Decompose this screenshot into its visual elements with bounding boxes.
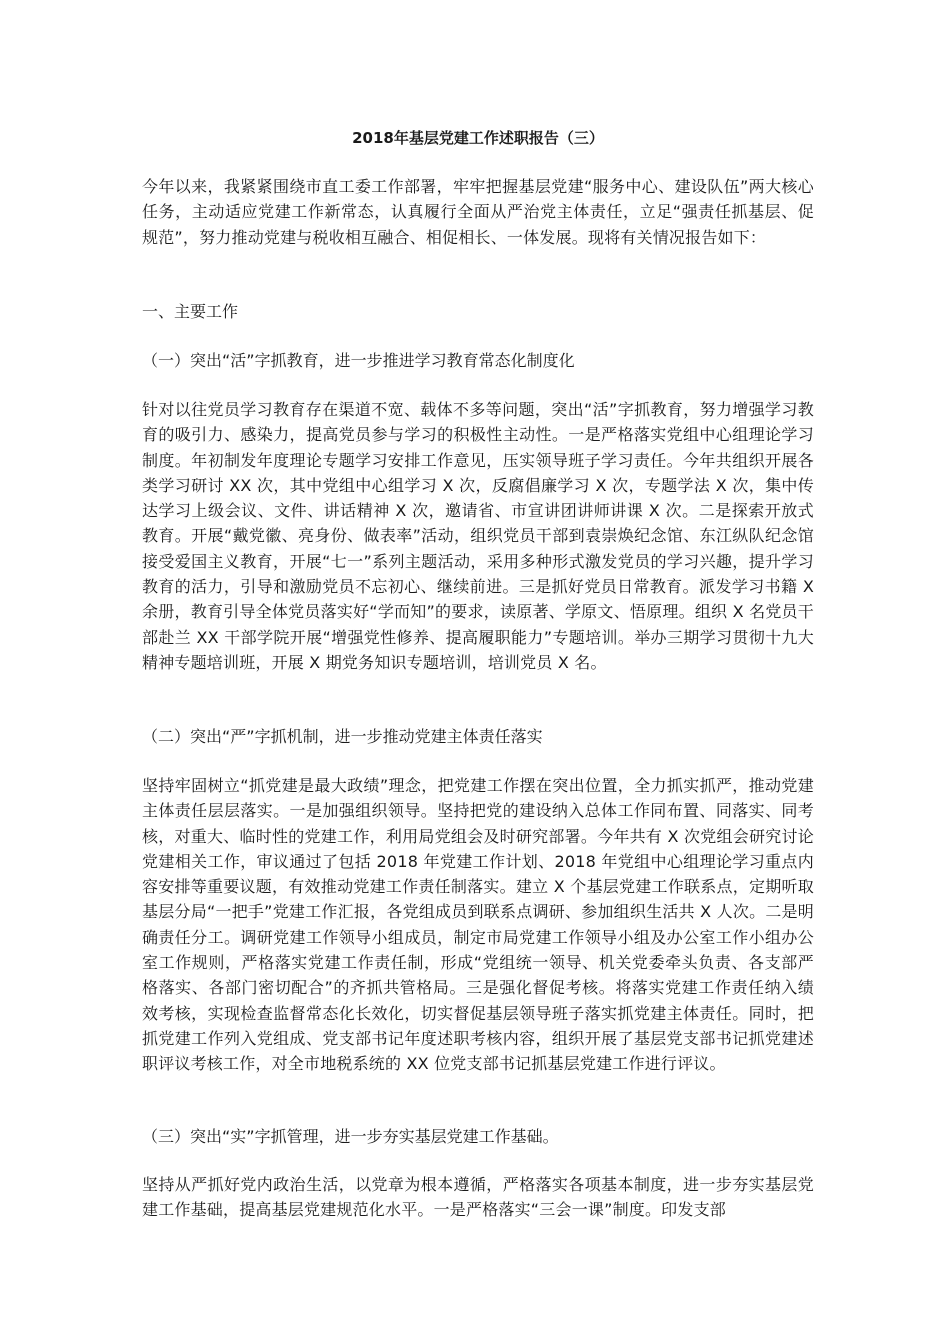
subsection-heading-management: （三）突出“实”字抓管理，进一步夯实基层党建工作基础。 [142,1127,559,1146]
subsection-heading-education: （一）突出“活”字抓教育，进一步推进学习教育常态化制度化 [142,351,575,370]
subsection-body-education: 针对以往党员学习教育存在渠道不宽、载体不多等问题，突出“活”字抓教育，努力增强学习教育的吸引力、感染力，提高党员参与学习的积极性主动性。一是严格落实党组中心组理论学习制度。年初制发年度理论专题学习安排工作意见，压实领导班子学习责任。今年共组织开展各类学习研讨 XX 次，其中党组中心组学习 X 次，反腐倡廉学习 X 次，专题学法 X 次，集中传达学习上级会议、文件、讲话精神 X 次，邀请省、市宣讲团讲师讲课 X 次。二是探索开放式教育。开展“戴党徽、亮身份、做表率”活动，组织党员干部到袁崇焕纪念馆、东江纵队纪念馆接受爱国主义教育，开展“七一”系列主题活动，采用多种形式激发党员的学习兴趣，提升学习教育的活力，引导和激励党员不忘初心、继续前进。三是抓好党员日常教育。派发学习书籍 X 余册，教育引导全体党员落实好“学而知”的要求，读原著、学原文、悟原理。组织 X 名党员干部赴兰 XX 干部学院开展“增强党性修养、提高履职能力”专题培训。举办三期学习贯彻十九大精神专题培训班，开展 X 期党务知识专题培训，培训党员 X 名。 [142,400,814,672]
subsection-heading-mechanism: （二）突出“严”字抓机制，进一步推动党建主体责任落实 [142,727,543,746]
section-heading-main-work: 一、主要工作 [142,302,239,321]
subsection-body-management: 坚持从严抓好党内政治生活，以党章为根本遵循，严格落实各项基本制度，进一步夯实基层党建工作基础，提高基层党建规范化水平。一是严格落实“三会一课”制度。印发支部 [142,1175,814,1220]
subsection-body-mechanism: 坚持牢固树立“抓党建是最大政绩”理念，把党建工作摆在突出位置，全力抓实抓严，推动党建主体责任层层落实。一是加强组织领导。坚持把党的建设纳入总体工作同布置、同落实、同考核，对重大、临时性的党建工作，利用局党组会及时研究部署。今年共有 X 次党组会研究讨论党建相关工作，审议通过了包括 2018 年党建工作计划、2018 年党组中心组理论学习重点内容安排等重要议题，有效推动党建工作责任制落实。建立 X 个基层党建工作联系点，定期听取基层分局“一把手”党建工作汇报，各党组成员到联系点调研、参加组织生活共 X 人次。二是明确责任分工。调研党建工作领导小组成员，制定市局党建工作领导小组及办公室工作小组办公室工作规则，严格落实党建工作责任制，形成“党组统一领导、机关党委牵头负责、各支部严格落实、各部门密切配合”的齐抓共管格局。三是强化督促考核。将落实党建工作责任纳入绩效考核，实现检查监督常态化长效化，切实督促基层领导班子落实抓党建主体责任。同时，把抓党建工作列入党组成、党支部书记年度述职考核内容，组织开展了基层党支部书记抓党建述职评议考核工作，对全市地税系统的 XX 位党支部书记抓基层党建工作进行评议。 [142,776,814,1074]
intro-paragraph: 今年以来，我紧紧围绕市直工委工作部署，牢牢把握基层党建“服务中心、建设队伍”两大核心任务，主动适应党建工作新常态，认真履行全面从严治党主体责任，立足“强责任抓基层、促规范”，努力推动党建与税收相互融合、相促相长、一体发展。现将有关情况报告如下： [142,177,814,247]
document-title: 2018年基层党建工作述职报告（三） [352,129,604,147]
